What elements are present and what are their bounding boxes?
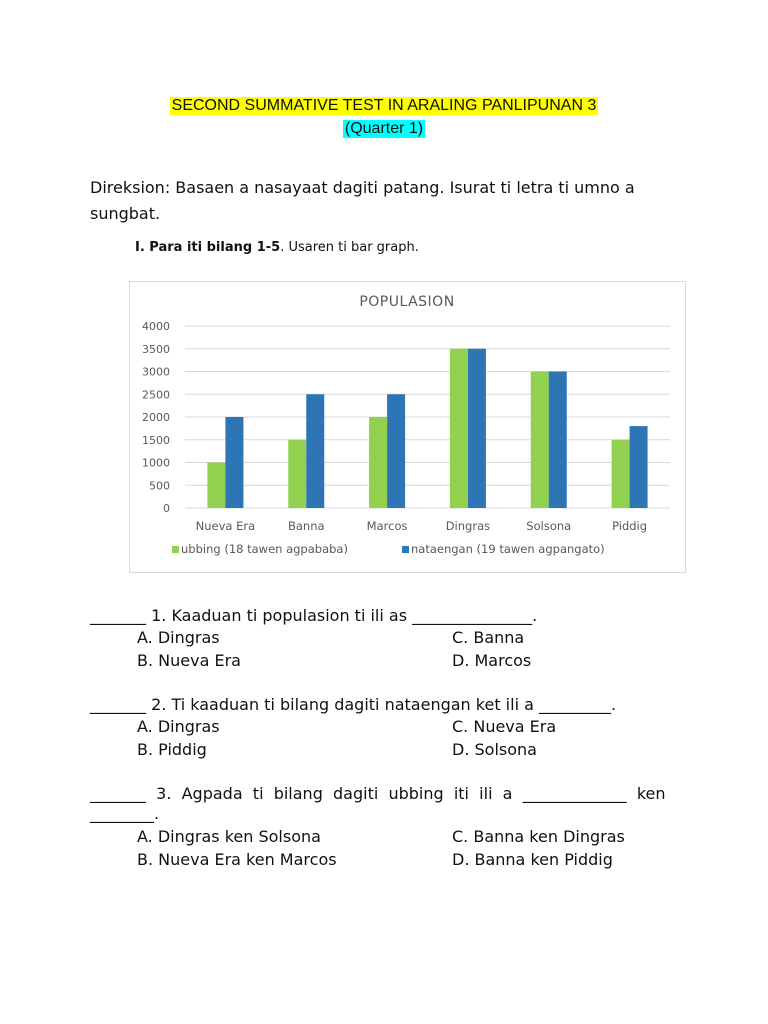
question-3-option-b: B. Nueva Era ken Marcos (137, 850, 337, 869)
y-tick-label: 1000 (142, 456, 170, 470)
y-tick-label: 0 (163, 502, 170, 515)
legend-swatch (172, 546, 179, 553)
question-2-option-d: D. Solsona (452, 740, 537, 759)
y-tick-label: 2500 (142, 388, 170, 402)
part-one-label: I. Para iti bilang 1-5 (135, 240, 281, 255)
y-tick-label: 3500 (142, 342, 170, 356)
x-tick-label: Marcos (366, 519, 408, 533)
question-3-option-c: C. Banna ken Dingras (452, 827, 625, 846)
bar-chart-svg (130, 282, 685, 572)
instructions (90, 175, 680, 227)
instructions-line-1: Direksion: Basaen a nasayaat dagiti patang. Isurat ti letra ti umno a (90, 178, 635, 197)
question-1-option-c: C. Banna (452, 628, 525, 647)
bar (630, 426, 648, 508)
instructions-line-2: sungbat. (90, 204, 161, 223)
x-tick-label: Dingras (445, 519, 491, 533)
bar (450, 349, 468, 508)
x-tick-label: Solsona (526, 519, 572, 533)
chart-title: POPULASION (359, 294, 455, 310)
y-tick-label: 500 (149, 479, 170, 493)
quarter-text: (Quarter 1) (344, 120, 424, 137)
part-one-heading (135, 240, 419, 255)
question-3-stem: _______ 3. Agpada ti bilang dagiti ubbing iti ili a _____________ ken (90, 784, 666, 803)
question-3-option-a: A. Dingras ken Solsona (137, 827, 321, 846)
bar (612, 440, 630, 508)
x-tick-label: Nueva Era (195, 519, 256, 533)
question-2-option-a: A. Dingras (137, 717, 220, 736)
part-one-instruction: . Usaren ti bar graph. (280, 240, 419, 255)
question-2-stem: _______ 2. Ti kaaduan ti bilang dagiti nataengan ket ili a _________. (90, 695, 617, 714)
x-tick-label: Piddig (612, 519, 648, 533)
question-1-option-b: B. Nueva Era (137, 651, 241, 670)
question-3-stem-continued: ________. (90, 804, 160, 823)
test-title (0, 95, 768, 115)
bar (306, 394, 324, 508)
bar (531, 372, 549, 509)
y-tick-label: 1500 (142, 433, 170, 447)
bar (369, 417, 387, 508)
bar (387, 394, 405, 508)
question-1-stem: _______ 1. Kaaduan ti populasion ti ili as _______________. (90, 606, 538, 625)
legend-swatch (402, 546, 409, 553)
x-tick-label: Banna (287, 519, 325, 533)
bar (225, 417, 243, 508)
bar (468, 349, 486, 508)
title-text: SECOND SUMMATIVE TEST IN ARALING PANLIPUNAN 3 (171, 97, 597, 114)
question-1-option-d: D. Marcos (452, 651, 532, 670)
question-2-option-c: C. Nueva Era (452, 717, 557, 736)
bar (549, 372, 567, 509)
population-chart (129, 281, 686, 573)
question-2-option-b: B. Piddig (137, 740, 207, 759)
y-tick-label: 3000 (142, 365, 170, 379)
legend-label: nataengan (19 tawen agpangato) (411, 542, 605, 556)
y-tick-label: 2000 (142, 411, 170, 424)
quarter-label (0, 118, 768, 138)
bar (288, 440, 306, 508)
y-tick-label: 4000 (142, 320, 170, 333)
legend-label: ubbing (18 tawen agpababa) (181, 542, 348, 556)
question-1-option-a: A. Dingras (137, 628, 220, 647)
bar (207, 463, 225, 509)
question-3-option-d: D. Banna ken Piddig (452, 850, 613, 869)
